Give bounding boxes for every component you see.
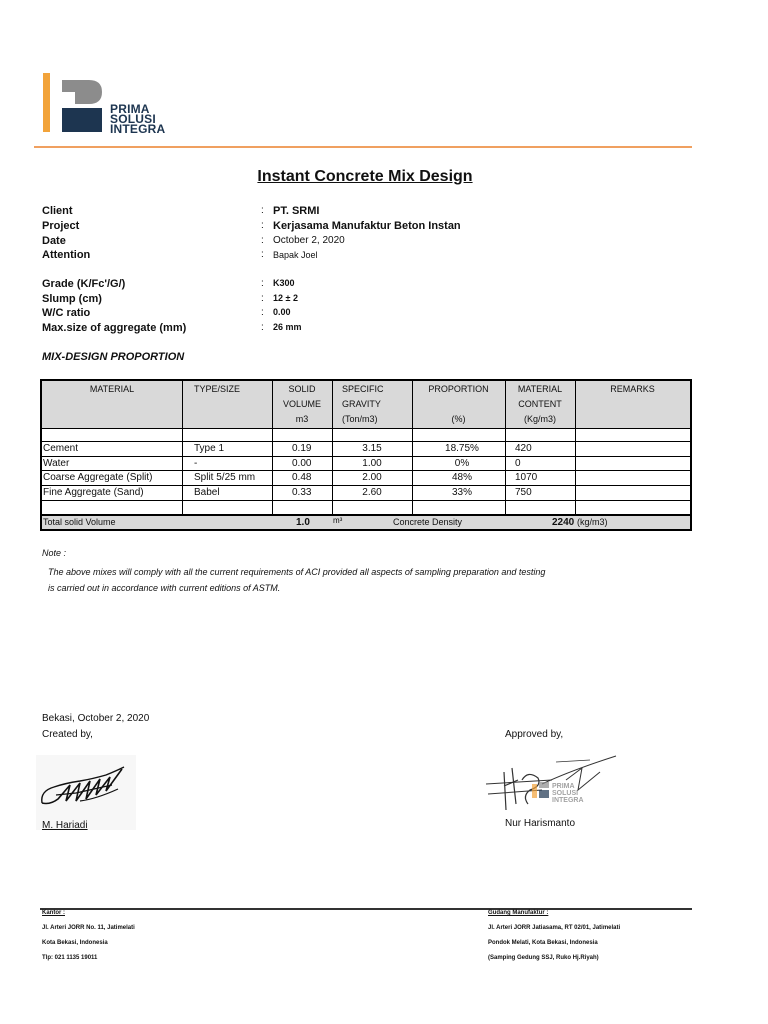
svg-text:PRIMA: PRIMA — [552, 783, 575, 790]
signature-approved-by — [482, 750, 622, 825]
info-label: Project — [42, 220, 80, 232]
cell-type: Split 5/25 mm — [194, 472, 256, 483]
header-material-content — [505, 382, 575, 427]
info-value: Bapak Joel — [273, 250, 318, 260]
header-divider — [34, 146, 692, 148]
svg-text:INTEGRA: INTEGRA — [552, 797, 584, 804]
footer-warehouse-heading: Gudang Manufaktur : — [488, 910, 549, 916]
cell-gravity: 2.00 — [362, 472, 382, 483]
footer-warehouse — [488, 906, 620, 966]
footer-office-heading: Kantor : — [42, 910, 65, 916]
cell-gravity: 2.60 — [362, 487, 382, 498]
header-material: MATERIAL — [89, 384, 135, 394]
col-divider — [182, 381, 183, 515]
header-line: (%) — [451, 414, 466, 424]
header-specific-gravity — [332, 382, 402, 427]
logo-text-line: INTEGRA — [110, 122, 166, 136]
total-volume-unit: m³ — [333, 516, 343, 525]
logo-text-line: SOLUSI — [110, 112, 156, 126]
total-label: Total solid Volume — [43, 517, 116, 527]
header-remarks: REMARKS — [610, 384, 655, 394]
svg-text:SOLUSI: SOLUSI — [552, 790, 579, 797]
footer-line: (Samping Gedung SSJ, Ruko Hj.Riyah) — [488, 955, 599, 961]
footer-line: Jl. Arteri JORR No. 11, Jatimelati — [42, 925, 135, 931]
cell-volume: 0.00 — [292, 458, 312, 469]
footer-line: Tlp: 021 1135 19011 — [42, 955, 98, 961]
colon: : — [261, 322, 264, 333]
col-divider — [575, 381, 576, 515]
cell-type: Type 1 — [194, 443, 225, 454]
spec-value: K300 — [273, 278, 295, 288]
cell-volume: 0.48 — [292, 472, 312, 483]
density-unit: (kg/m3) — [577, 517, 608, 527]
cell-material: Coarse Aggregate (Split) — [43, 472, 153, 483]
cell-proportion: 18.75% — [445, 443, 479, 454]
header-line: CONTENT — [518, 399, 562, 409]
signature-created-by — [36, 755, 136, 830]
created-by-name: M. Hariadi — [42, 820, 88, 831]
info-value: Kerjasama Manufaktur Beton Instan — [273, 220, 461, 232]
colon: : — [261, 278, 264, 289]
cell-proportion: 0% — [454, 458, 470, 469]
cell-material: Fine Aggregate (Sand) — [43, 487, 144, 498]
info-label: Client — [42, 205, 73, 217]
cell-proportion: 33% — [451, 487, 472, 498]
cell-volume: 0.33 — [292, 487, 312, 498]
info-value: October 2, 2020 — [273, 235, 345, 246]
section-title: MIX-DESIGN PROPORTION — [42, 351, 185, 363]
header-solid-volume — [272, 382, 332, 427]
header-line: SPECIFIC — [342, 384, 384, 394]
footer-line: Jl. Arteri JORR Jatiasama, RT 02/01, Jatimelati — [488, 925, 621, 931]
cell-content: 420 — [515, 443, 532, 454]
mix-design-table — [40, 379, 692, 531]
density-label: Concrete Density — [393, 517, 463, 527]
cell-proportion: 48% — [451, 472, 472, 483]
note-line: is carried out in accordance with current editions of ASTM. — [48, 583, 281, 593]
cell-content: 750 — [515, 487, 532, 498]
cell-material: Water — [43, 458, 70, 469]
header-line: PROPORTION — [428, 384, 489, 394]
colon: : — [261, 293, 264, 304]
colon: : — [261, 205, 264, 216]
cell-gravity: 3.15 — [362, 443, 382, 454]
cell-material: Cement — [43, 443, 79, 454]
header-line: (Ton/m3) — [342, 414, 378, 424]
header-line: GRAVITY — [342, 399, 381, 409]
header-line: m3 — [295, 414, 309, 424]
header-line: VOLUME — [282, 399, 321, 409]
cell-type: Babel — [194, 487, 220, 498]
cell-gravity: 1.00 — [362, 458, 382, 469]
header-proportion — [412, 382, 505, 427]
spec-label: W/C ratio — [42, 307, 91, 319]
info-label: Attention — [42, 249, 91, 261]
info-label: Date — [42, 235, 66, 247]
note-label: Note : — [42, 548, 67, 558]
note-text — [48, 564, 545, 596]
spec-label: Slump (cm) — [42, 293, 102, 305]
total-volume-value: 1.0 — [296, 517, 310, 528]
spec-value: 26 mm — [273, 322, 302, 332]
company-logo — [61, 80, 105, 132]
place-date: Bekasi, October 2, 2020 — [42, 713, 150, 724]
header-line: SOLID — [288, 384, 316, 394]
cell-type: - — [194, 458, 198, 469]
header-line: (Kg/m3) — [523, 414, 556, 424]
note-line: The above mixes will comply with all the current requirements of ACI provided all aspects of sampling preparation and testing — [48, 567, 546, 577]
header-line — [412, 397, 505, 412]
company-logo-text — [110, 104, 165, 134]
created-by-label: Created by, — [42, 729, 93, 740]
colon: : — [261, 235, 264, 246]
approved-by-label: Approved by, — [505, 729, 564, 740]
colon: : — [261, 249, 264, 260]
footer-office — [42, 906, 135, 966]
spec-value: 0.00 — [273, 307, 291, 317]
cell-content: 0 — [515, 458, 521, 469]
logo-text-line: PRIMA — [110, 102, 150, 116]
spec-label: Grade (K/Fc'/G/) — [42, 278, 126, 290]
info-value: PT. SRMI — [273, 205, 320, 217]
header-line: MATERIAL — [517, 384, 563, 394]
spec-value: 12 ± 2 — [273, 293, 298, 303]
row-divider — [42, 500, 690, 501]
density-value: 2240 — [552, 517, 575, 528]
cell-content: 1070 — [515, 472, 538, 483]
header-type: TYPE/SIZE — [193, 384, 240, 394]
footer-line: Pondok Melati, Kota Bekasi, Indonesia — [488, 940, 598, 946]
colon: : — [261, 220, 264, 231]
cell-volume: 0.19 — [292, 443, 312, 454]
colon: : — [261, 307, 264, 318]
logo-accent-bar — [43, 73, 50, 132]
document-title: Instant Concrete Mix Design — [257, 168, 473, 185]
row-divider — [42, 428, 690, 429]
spec-label: Max.size of aggregate (mm) — [42, 322, 187, 334]
approved-by-name: Nur Harismanto — [505, 818, 576, 829]
footer-line: Kota Bekasi, Indonesia — [42, 940, 108, 946]
